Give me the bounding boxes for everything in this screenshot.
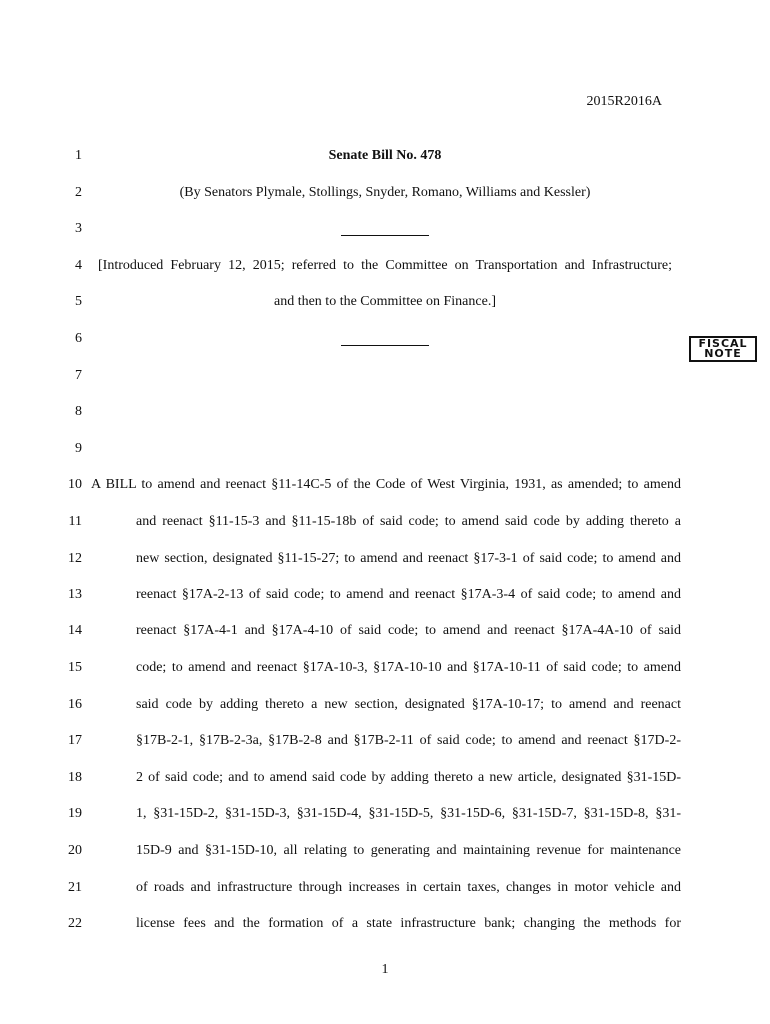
line-number: 22	[68, 916, 82, 931]
line-number: 7	[75, 368, 82, 383]
line-number: 12	[68, 551, 82, 566]
bill-text-line: reenact §17A-2-13 of said code; to amend and reenact §17A-3-4 of said code; to amend and	[136, 587, 681, 602]
line-number: 13	[68, 587, 82, 602]
line-number: 14	[68, 623, 82, 638]
line-number: 1	[75, 148, 82, 163]
line-number: 5	[75, 294, 82, 309]
introduction-line-2: and then to the Committee on Finance.]	[273, 294, 496, 309]
separator-line	[341, 345, 429, 346]
line-number: 16	[68, 697, 82, 712]
bill-text-line: said code by adding thereto a new section, designated §17A-10-17; to amend and reenact	[136, 697, 681, 712]
line-number: 10	[68, 477, 82, 492]
bill-sponsors: (By Senators Plymale, Stollings, Snyder, Romano, Williams and Kessler)	[179, 185, 591, 200]
line-number: 15	[68, 660, 82, 675]
line-number: 3	[75, 221, 82, 236]
page-number: 1	[381, 962, 389, 977]
line-number: 21	[68, 880, 82, 895]
bill-text-line: 15D-9 and §31-15D-10, all relating to generating and maintaining revenue for maintenance	[136, 843, 681, 858]
line-number: 9	[75, 441, 82, 456]
bill-text-line: of roads and infrastructure through increases in certain taxes, changes in motor vehicle and	[136, 880, 681, 895]
bill-text-line: reenact §17A-4-1 and §17A-4-10 of said code; to amend and reenact §17A-4A-10 of said	[136, 623, 681, 638]
line-number: 2	[75, 185, 82, 200]
bill-text-line: §17B-2-1, §17B-2-3a, §17B-2-8 and §17B-2-11 of said code; to amend and reenact §17D-2-	[136, 733, 681, 748]
fiscal-note-link[interactable]	[689, 336, 757, 362]
line-number: 18	[68, 770, 82, 785]
line-number: 6	[75, 331, 82, 346]
bill-text-line: 2 of said code; and to amend said code by adding thereto a new article, designated §31-15D-	[136, 770, 681, 785]
bill-text-line: code; to amend and reenact §17A-10-3, §17A-10-10 and §17A-10-11 of said code; to amend	[136, 660, 681, 675]
fiscal-note-label: NOTE	[704, 347, 742, 360]
document-id: 2015R2016A	[586, 94, 662, 109]
line-number: 20	[68, 843, 82, 858]
introduction-line-1: [Introduced February 12, 2015; referred to the Committee on Transportation and Infrastructure;	[98, 258, 672, 273]
bill-text-line: 1, §31-15D-2, §31-15D-3, §31-15D-4, §31-15D-5, §31-15D-6, §31-15D-7, §31-15D-8, §31-	[136, 806, 681, 821]
line-number: 4	[75, 258, 82, 273]
bill-text-line: new section, designated §11-15-27; to amend and reenact §17-3-1 of said code; to amend and	[136, 551, 681, 566]
line-number: 19	[68, 806, 82, 821]
separator-line	[341, 235, 429, 236]
bill-text-line: license fees and the formation of a state infrastructure bank; changing the methods for	[136, 916, 681, 931]
bill-text-line: and reenact §11-15-3 and §11-15-18b of said code; to amend said code by adding thereto a	[136, 514, 681, 529]
bill-text-line: A BILL to amend and reenact §11-14C-5 of the Code of West Virginia, 1931, as amended; to amend	[91, 477, 681, 492]
line-number: 17	[68, 733, 82, 748]
fiscal-note-label: FISCAL	[698, 337, 748, 350]
bill-title: Senate Bill No. 478	[328, 148, 442, 163]
line-number: 11	[68, 514, 82, 529]
line-number: 8	[75, 404, 82, 419]
